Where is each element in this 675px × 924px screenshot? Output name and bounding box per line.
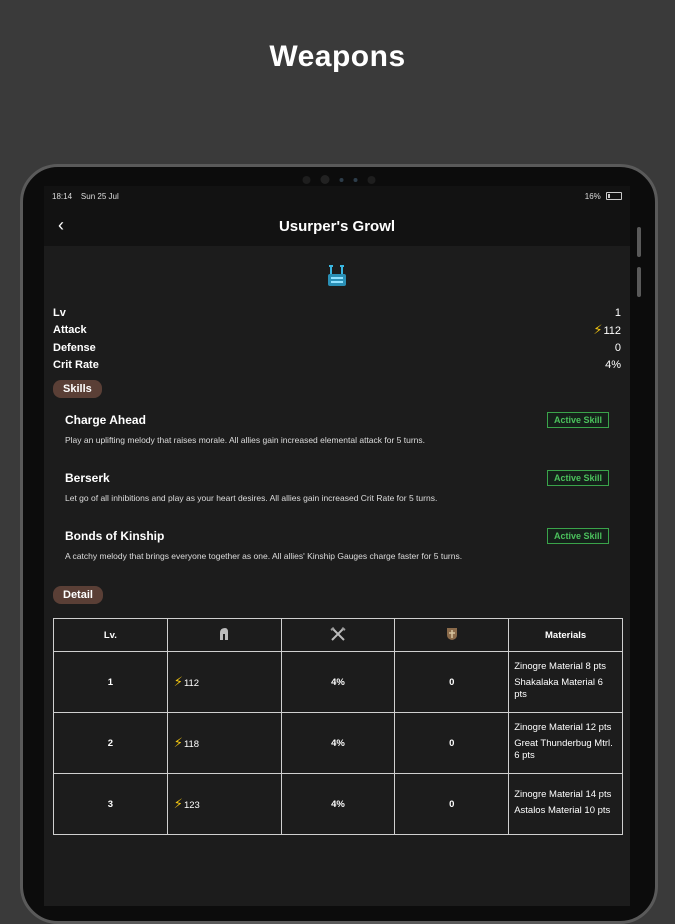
skill-item bbox=[53, 470, 621, 504]
sensor-dot-icon bbox=[354, 178, 358, 182]
battery-level: 16% bbox=[584, 191, 601, 201]
cell-materials bbox=[509, 774, 623, 835]
cell-crit: 4% bbox=[281, 774, 395, 835]
column-header-crit bbox=[281, 619, 395, 652]
table-row bbox=[54, 652, 623, 713]
cell-lv: 1 bbox=[54, 652, 168, 713]
lightning-icon: ⚡ bbox=[593, 322, 603, 338]
stat-value: 0 bbox=[614, 341, 621, 354]
stat-row bbox=[53, 322, 621, 340]
stat-value: 1 bbox=[614, 306, 621, 319]
cell-defense: 0 bbox=[395, 713, 509, 774]
stat-row bbox=[53, 357, 621, 375]
cell-attack bbox=[167, 652, 281, 713]
cell-crit: 4% bbox=[281, 713, 395, 774]
battery-icon bbox=[606, 192, 622, 200]
camera-bar bbox=[303, 175, 376, 184]
promo-title: Weapons bbox=[269, 40, 406, 73]
material-item: Great Thunderbug Mtrl. 6 pts bbox=[514, 737, 613, 761]
skill-item bbox=[53, 412, 621, 446]
material-item: Shakalaka Material 6 pts bbox=[514, 676, 603, 700]
cell-attack bbox=[167, 774, 281, 835]
chevron-left-icon[interactable]: ‹ bbox=[58, 215, 64, 235]
skill-name: Bonds of Kinship bbox=[65, 529, 165, 543]
table-header-row bbox=[54, 619, 623, 652]
column-header-materials: Materials bbox=[509, 619, 623, 652]
skill-name: Berserk bbox=[65, 471, 110, 485]
weapon-detail bbox=[44, 264, 630, 835]
skill-description: A catchy melody that brings everyone together as one. All allies' Kinship Gauges charge faster for 5 turns. bbox=[65, 551, 463, 561]
section-detail-label: Detail bbox=[53, 586, 103, 604]
table-row bbox=[54, 774, 623, 835]
cell-lv: 2 bbox=[54, 713, 168, 774]
crossed-swords-icon bbox=[330, 627, 346, 641]
page-title: Usurper's Growl bbox=[278, 217, 396, 235]
section-skills-label: Skills bbox=[53, 380, 102, 398]
column-header-lv: Lv. bbox=[54, 619, 168, 652]
material-item: Astalos Material 10 pts bbox=[514, 804, 611, 816]
status-bar bbox=[44, 186, 630, 206]
stat-value: 112 bbox=[603, 325, 621, 338]
lightning-icon: ⚡ bbox=[173, 796, 183, 811]
cell-materials bbox=[509, 652, 623, 713]
app-screen bbox=[44, 186, 630, 906]
lightning-icon: ⚡ bbox=[173, 735, 183, 750]
skill-item bbox=[53, 528, 621, 562]
stat-value: 4% bbox=[605, 359, 621, 372]
cell-lv: 3 bbox=[54, 774, 168, 835]
material-item: Zinogre Material 8 pts bbox=[514, 660, 607, 672]
attack-value: 118 bbox=[183, 739, 200, 750]
camera-icon bbox=[321, 175, 330, 184]
skill-type-badge: Active Skill bbox=[547, 412, 609, 428]
stat-row bbox=[53, 339, 621, 357]
helmet-icon bbox=[218, 627, 230, 641]
skill-description: Play an uplifting melody that raises morale. All allies gain increased elemental attack for 5 turns. bbox=[65, 435, 426, 445]
shield-icon bbox=[446, 627, 458, 641]
status-date: Sun 25 Jul bbox=[80, 191, 119, 201]
skill-type-badge: Active Skill bbox=[547, 470, 609, 486]
indicator-icon bbox=[340, 178, 344, 182]
material-item: Zinogre Material 12 pts bbox=[514, 721, 612, 733]
sensor-icon bbox=[368, 176, 376, 184]
volume-button bbox=[637, 267, 641, 297]
attack-value: 123 bbox=[183, 800, 200, 811]
cell-attack bbox=[167, 713, 281, 774]
cell-materials bbox=[509, 713, 623, 774]
volume-button bbox=[637, 227, 641, 257]
sensor-icon bbox=[303, 176, 311, 184]
status-time: 18:14 bbox=[52, 191, 73, 201]
nav-bar bbox=[44, 206, 630, 246]
column-header-attack bbox=[167, 619, 281, 652]
stats-list bbox=[53, 304, 621, 374]
skill-description: Let go of all inhibitions and play as your heart desires. All allies gain increased Crit Rate for 5 turns. bbox=[65, 493, 438, 503]
level-detail-table bbox=[53, 618, 623, 835]
cell-defense: 0 bbox=[395, 652, 509, 713]
attack-value: 112 bbox=[183, 678, 200, 689]
stat-label: Attack bbox=[53, 324, 87, 337]
material-item: Zinogre Material 14 pts bbox=[514, 788, 612, 800]
skill-name: Charge Ahead bbox=[65, 413, 146, 427]
stat-row bbox=[53, 304, 621, 322]
weapon-icon bbox=[53, 264, 621, 290]
stat-label: Lv bbox=[53, 306, 66, 319]
table-row bbox=[54, 713, 623, 774]
stat-label: Defense bbox=[53, 341, 96, 354]
column-header-defense bbox=[395, 619, 509, 652]
skill-type-badge: Active Skill bbox=[547, 528, 609, 544]
stat-label: Crit Rate bbox=[53, 359, 99, 372]
lightning-icon: ⚡ bbox=[173, 674, 183, 689]
cell-defense: 0 bbox=[395, 774, 509, 835]
cell-crit: 4% bbox=[281, 652, 395, 713]
